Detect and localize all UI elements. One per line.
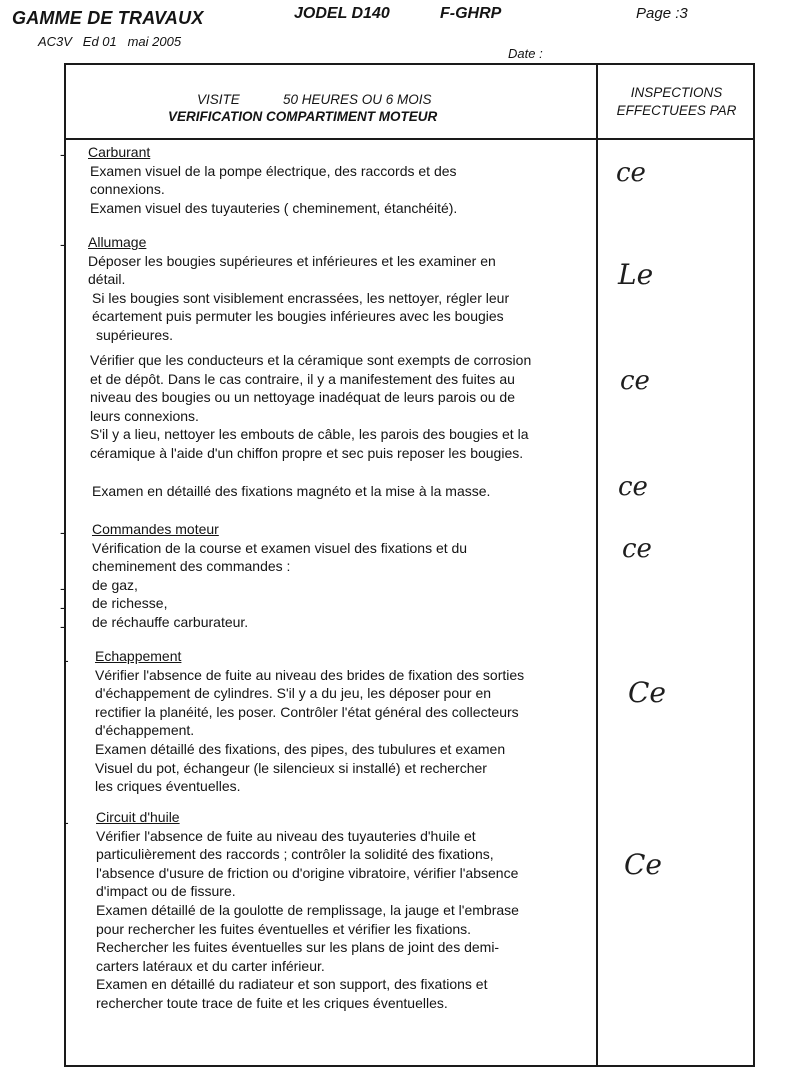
section-echappement (95, 647, 524, 796)
section-carburant (88, 143, 457, 217)
text-line: Vérification de la course et examen visuel des fixations et du (92, 539, 468, 556)
text-line: rechercher toute trace de fuite et les criques éventuelles. (96, 994, 448, 1011)
inspections-column-header (598, 84, 755, 120)
text-line: Vérifier l'absence de fuite au niveau des brides de fixation des sorties (95, 666, 525, 683)
text-line: supérieures. (96, 326, 174, 343)
text-line: S'il y a lieu, nettoyer les embouts de câble, les parois des bougies et la (90, 426, 529, 443)
list-item: de richesse, (92, 595, 168, 612)
text-line: les criques éventuelles. (95, 778, 241, 795)
text-line: et de dépôt. Dans le cas contraire, il y a manifestement des fuites au (90, 370, 515, 387)
text-line: d'échappement de cylindres. S'il y a du jeu, les déposer pour en (95, 685, 492, 702)
list-item: de réchauffe carburateur. (92, 613, 249, 630)
text-line: cheminement des commandes : (92, 558, 291, 575)
inspections-label: INSPECTIONS (630, 85, 723, 100)
text-line: connexions. (90, 181, 165, 198)
section-title: Carburant (88, 144, 151, 160)
text-line: carters latéraux et du carter inférieur. (96, 957, 325, 974)
text-line: leurs connexions. (90, 407, 199, 424)
aircraft-registration: F-GHRP (440, 5, 502, 22)
text-line: Si les bougies sont visiblement encrassées, les nettoyer, régler leur (92, 289, 510, 306)
text-line: Visuel du pot, échangeur (le silencieux si installé) et rechercher (95, 759, 487, 776)
section-allumage (88, 233, 509, 345)
section-title: Echappement (95, 648, 182, 664)
inspector-initials: ce (616, 158, 646, 188)
document-reference: AC3V Ed 01 mai 2005 (38, 34, 182, 49)
section-heading: VERIFICATION COMPARTIMENT MOTEUR (168, 109, 438, 124)
text-line: Examen visuel des tuyauteries ( cheminement, étanchéité). (90, 199, 458, 216)
page-number: Page :3 (636, 5, 688, 22)
text-line: Examen détaillé des fixations, des pipes, des tubulures et examen (95, 740, 506, 757)
text-line: Examen visuel de la pompe électrique, des raccords et des (90, 162, 457, 179)
inspector-initials: Le (618, 258, 654, 291)
section-title: Commandes moteur (92, 521, 219, 537)
text-line: d'impact ou de fissure. (96, 883, 236, 900)
bullet-dash: - (60, 236, 65, 252)
inspector-initials: Ce (624, 848, 662, 881)
bullet-dash: - (60, 599, 65, 615)
text-line: rectifier la planéité, les poser. Contrôler l'état général des collecteurs (95, 703, 519, 720)
text-line: Examen détaillé de la goulotte de remplissage, la jauge et l'embrase (96, 901, 519, 918)
inspector-initials: ce (620, 366, 650, 396)
inspector-initials: ce (618, 472, 648, 502)
list-item: de gaz, (92, 576, 138, 593)
inspector-initials: Ce (628, 676, 666, 709)
section-magneto (92, 482, 490, 501)
bullet-dash: - (64, 652, 69, 668)
text-line: Rechercher les fuites éventuelles sur les plans de joint des demi- (96, 939, 500, 956)
section-commandes (92, 520, 467, 632)
bullet-dash: - (60, 524, 65, 540)
bullet-dash: - (60, 580, 65, 596)
section-title: Circuit d'huile (96, 809, 180, 825)
visit-interval: 50 HEURES OU 6 MOIS (283, 92, 432, 107)
text-line: l'absence d'usure de friction ou d'origine vibratoire, vérifier l'absence (96, 864, 519, 881)
document-title: GAMME DE TRAVAUX (12, 8, 204, 28)
text-line: Examen en détaillé des fixations magnéto et la mise à la masse. (92, 483, 491, 499)
text-line: Examen en détaillé du radiateur et son support, des fixations et (96, 976, 488, 993)
date-label: Date : (508, 46, 543, 61)
text-line: céramique à l'aide d'un chiffon propre et sec puis reposer les bougies. (90, 444, 524, 461)
text-line: niveau des bougies ou un nettoyage inadéquat de leurs parois ou de (90, 389, 515, 406)
section-conducteurs (90, 351, 531, 463)
aircraft-type: JODEL D140 (294, 5, 390, 22)
section-circuit-huile (96, 808, 519, 1013)
bullet-dash: - (60, 618, 65, 634)
text-line: Vérifier que les conducteurs et la céramique sont exempts de corrosion (90, 352, 532, 368)
visit-label: VISITE (197, 92, 240, 107)
column-divider (596, 63, 598, 1067)
text-line: particulièrement des raccords ; contrôler la solidité des fixations, (96, 846, 494, 863)
text-line: détail. (88, 271, 126, 288)
text-line: Vérifier l'absence de fuite au niveau des tuyauteries d'huile et (96, 827, 476, 844)
text-line: Déposer les bougies supérieures et inférieures et les examiner en (88, 252, 496, 269)
performed-by-label: EFFECTUEES PAR (616, 103, 737, 118)
text-line: écartement puis permuter les bougies inférieures avec les bougies (92, 308, 504, 325)
section-title: Allumage (88, 234, 147, 250)
inspector-initials: ce (622, 534, 652, 564)
header-divider (64, 138, 755, 140)
bullet-dash: - (60, 146, 65, 162)
bullet-dash: - (64, 814, 69, 830)
text-line: d'échappement. (95, 722, 195, 739)
text-line: pour rechercher les fuites éventuelles et vérifier les fixations. (96, 920, 472, 937)
